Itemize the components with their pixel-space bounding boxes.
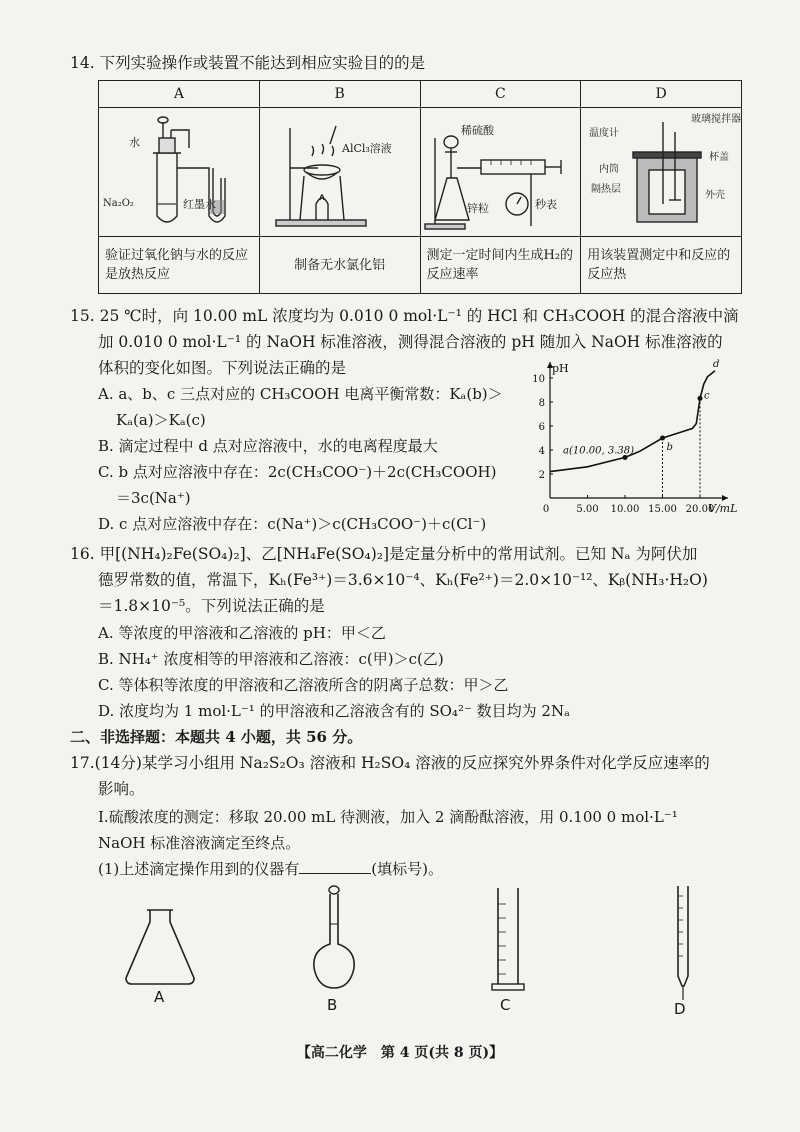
q17-line-2: 影响。 <box>98 780 145 798</box>
q14-header-a: A <box>99 81 260 108</box>
d-thermo-label: 温度计 <box>589 128 620 139</box>
a-na2o2-label: Na₂O₂ <box>103 198 134 209</box>
q16-option-c: C. 等体积等浓度的甲溶液和乙溶液所含的阴离子总数：甲＞乙 <box>98 676 509 694</box>
point-label-b: b <box>666 442 673 453</box>
d-shell-label: 外壳 <box>705 190 726 201</box>
b-alcl3-label: AlCl₃溶液 <box>341 142 392 155</box>
x-axis-label: V/mL <box>708 502 738 515</box>
graduated-cylinder-icon <box>490 884 530 996</box>
q15-option-c-1: C. b 点对应溶液中存在：2c(CH₃COO⁻)＋2c(CH₃COOH) <box>98 463 497 481</box>
d-inner-label: 内筒 <box>599 164 620 175</box>
chart-axes <box>547 362 737 515</box>
q15-option-d: D. c 点对应溶液中存在：c(Na⁺)＞c(CH₃COO⁻)＋c(Cl⁻) <box>98 515 487 533</box>
q16-line-3: ＝1.8×10⁻⁵。下列说法正确的是 <box>98 597 325 615</box>
y-tick-label: 4 <box>538 446 545 457</box>
apparatus-b <box>259 108 420 237</box>
q14-desc-b: 制备无水氯化铝 <box>259 237 420 294</box>
section-2-heading: 二、非选择题：本题共 4 小题，共 56 分。 <box>70 728 363 746</box>
x-tick-label: 5.00 <box>576 504 599 515</box>
q14-desc-a: 验证过氧化钠与水的反应是放热反应 <box>99 237 260 294</box>
point-b <box>660 436 665 441</box>
q16-line-2: 德罗常数的值，常温下，Kₕ(Fe³⁺)＝3.6×10⁻⁴、Kₕ(Fe²⁺)＝2.0×10⁻¹²、Kᵦ(NH₃·H₂O) <box>98 571 708 589</box>
q15-line-2: 加 0.010 0 mol·L⁻¹ 的 NaOH 标准溶液，测得混合溶液的 pH 随加入 NaOH 标准溶液的 <box>98 333 723 351</box>
x-tick-label: 20.00 <box>685 504 715 515</box>
x-tick-label: 15.00 <box>648 504 677 515</box>
c-watch-label: 秒表 <box>534 198 557 211</box>
burette-icon <box>668 884 698 1004</box>
q14-header-b: B <box>259 81 420 108</box>
instrument-label-c: C <box>500 996 511 1014</box>
q15-option-a-2: Kₐ(a)＞Kₐ(c) <box>116 411 206 429</box>
instrument-label-b: B <box>327 996 338 1014</box>
x-tick-label: 0 <box>542 504 550 515</box>
point-c <box>698 396 703 401</box>
q14-desc-c: 测定一定时间内生成H₂的反应速率 <box>420 237 581 294</box>
q17-line-1: 17.(14分)某学习小组用 Na₂S₂O₃ 溶液和 H₂SO₄ 溶液的反应探究外界条件对化学反应速率的 <box>70 754 710 772</box>
instrument-label-d: D <box>674 1000 686 1018</box>
q14-stem: 14. 下列实验操作或装置不能达到相应实验目的的是 <box>70 54 426 72</box>
q15-line-1: 15. 25 ℃时，向 10.00 mL 浓度均为 0.010 0 mol·L⁻¹ 的 HCl 和 CH₃COOH 的混合溶液中滴 <box>70 307 739 325</box>
volumetric-flask-icon <box>304 880 364 990</box>
answer-blank <box>299 859 371 874</box>
apparatus-a <box>99 108 260 237</box>
q16-option-b: B. NH₄⁺ 浓度相等的甲溶液和乙溶液：c(甲)＞c(乙) <box>98 650 444 668</box>
q15-option-b: B. 滴定过程中 d 点对应溶液中，水的电离程度最大 <box>98 437 438 455</box>
ph-titration-chart <box>530 348 750 518</box>
d-lid-label: 杯盖 <box>709 152 730 163</box>
q15-option-a-1: A. a、b、c 三点对应的 CH₃COOH 电离平衡常数：Kₐ(b)＞ <box>98 385 503 403</box>
apparatus-d <box>581 108 742 237</box>
q17-sub1-suffix: (填标号)。 <box>371 860 443 878</box>
q16-option-d: D. 浓度均为 1 mol·L⁻¹ 的甲溶液和乙溶液含有的 SO₄²⁻ 数目均为 2Nₐ <box>98 702 570 720</box>
a-water-label: 水 <box>129 136 140 149</box>
x-tick-label: 10.00 <box>610 504 640 515</box>
q17-part1-line-2: NaOH 标准溶液滴定至终点。 <box>98 834 301 852</box>
x-axis-arrow <box>722 495 728 501</box>
q17-sub1 <box>98 858 443 880</box>
point-label-a: a(10.00, 3.38) <box>563 445 635 457</box>
y-tick-label: 6 <box>538 422 545 433</box>
q15-option-c-2: ＝3c(Na⁺) <box>116 489 191 507</box>
q14-header-c: C <box>420 81 581 108</box>
y-axis-label: pH <box>552 362 569 375</box>
y-tick-label: 2 <box>538 470 545 481</box>
apparatus-d-drawing <box>581 108 749 236</box>
c-acid-label: 稀硫酸 <box>460 124 494 137</box>
chart-points <box>563 359 719 498</box>
point-label-d: d <box>713 358 720 370</box>
q15-line-3: 体积的变化如图。下列说法正确的是 <box>98 359 347 377</box>
apparatus-c-drawing <box>421 108 579 236</box>
q17-sub1-prefix: (1)上述滴定操作用到的仪器有 <box>98 860 300 878</box>
point-label-c: c <box>704 390 710 402</box>
apparatus-b-drawing <box>260 108 418 236</box>
y-tick-label: 10 <box>532 374 545 385</box>
q14-table <box>98 80 742 294</box>
c-zinc-label: 锌粒 <box>466 202 489 215</box>
apparatus-a-drawing <box>99 108 257 236</box>
d-stirrer-label: 玻璃搅拌器 <box>691 114 742 125</box>
apparatus-c <box>420 108 581 237</box>
q16-option-a: A. 等浓度的甲溶液和乙溶液的 pH：甲＜乙 <box>98 624 386 642</box>
q14-header-d: D <box>581 81 742 108</box>
ph-curve <box>550 371 715 472</box>
instrument-label-a: A <box>154 988 165 1006</box>
a-ink-label: 红墨水 <box>183 198 216 211</box>
conical-flask-icon <box>120 880 200 990</box>
page-footer: 【高二化学 第 4 页(共 8 页)】 <box>296 1045 504 1061</box>
q17-part1-line-1: Ⅰ.硫酸浓度的测定：移取 20.00 mL 待测液，加入 2 滴酚酞溶液，用 0.100 0 mol·L⁻¹ <box>98 808 678 826</box>
d-insul-label: 隔热层 <box>591 184 622 195</box>
y-tick-label: 8 <box>538 398 545 409</box>
q16-line-1: 16. 甲[(NH₄)₂Fe(SO₄)₂]、乙[NH₄Fe(SO₄)₂]是定量分析中的常用试剂。已知 Nₐ 为阿伏加 <box>70 545 698 563</box>
q14-desc-d: 用该装置测定中和反应的反应热 <box>581 237 742 294</box>
